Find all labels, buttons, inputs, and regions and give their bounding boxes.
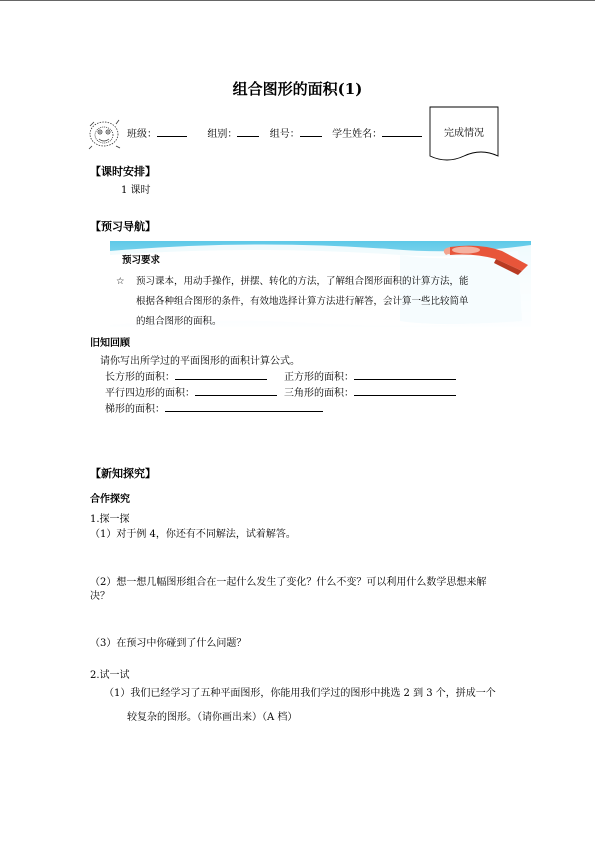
header-fields <box>127 125 422 140</box>
preview-line-2: 根据各种组合图形的条件，有效地选择计算方法进行解答，会计算一些比较简单 <box>136 296 469 307</box>
triangle-area-label: 三角形的面积： <box>284 388 354 399</box>
group-label: 组别： <box>207 129 238 140</box>
schedule-heading: 【课时安排】 <box>90 165 156 178</box>
explore-question-1: （1）对于例 4，你还有不同解法，试着解答。 <box>90 529 296 540</box>
preview-line-1: 预习课本，用动手操作，拼摆、转化的方法，了解组合图形面积的计算方法，能 <box>136 276 469 287</box>
schedule-value: 1 课时 <box>121 185 151 196</box>
mascot-icon <box>86 116 122 152</box>
triangle-area-row <box>284 384 456 399</box>
parallelogram-area-label: 平行四边形的面积： <box>105 388 195 399</box>
preview-line-3: 的组合图形的面积。 <box>136 316 222 327</box>
group-no-input-line[interactable] <box>300 126 322 137</box>
explore-item-1: 1.探一探 <box>90 514 130 525</box>
trapezoid-area-label: 梯形的面积： <box>105 404 165 415</box>
try-question-1-line-1: （1）我们已经学习了五种平面图形，你能用我们学过的图形中挑选 2 到 3 个，拼成一个 <box>104 688 496 699</box>
preview-banner <box>110 241 531 327</box>
try-question-1-line-2: 较复杂的图形。（请你画出来）（A 档） <box>127 712 298 723</box>
class-input-line[interactable] <box>157 126 187 137</box>
review-intro: 请你写出所学过的平面图形的面积计算公式。 <box>100 356 300 367</box>
explore-item-2: 2.试一试 <box>90 670 130 681</box>
explore-question-2-line-1: （2）想一想几幅图形组合在一起什么发生了变化？什么不变？可以利用什么数学思想来解 <box>90 577 487 588</box>
page-title: 组合图形的面积(1) <box>232 80 363 98</box>
explore-subheading: 合作探究 <box>90 494 130 505</box>
triangle-area-input-line[interactable] <box>354 385 456 396</box>
class-label: 班级： <box>127 129 157 140</box>
status-label: 完成情况 <box>444 128 484 139</box>
trapezoid-area-row <box>105 400 323 415</box>
square-area-input-line[interactable] <box>354 369 456 380</box>
preview-heading: 【预习导航】 <box>90 220 156 233</box>
star-icon: ☆ <box>116 276 125 287</box>
group-no-label: 组号： <box>269 129 300 140</box>
parallelogram-area-input-line[interactable] <box>195 385 277 396</box>
student-name-input-line[interactable] <box>382 126 422 137</box>
group-input-line[interactable] <box>237 126 259 137</box>
parallelogram-area-row <box>105 384 277 399</box>
completion-status-box <box>429 106 499 164</box>
explore-heading: 【新知探究】 <box>90 467 156 480</box>
rect-area-input-line[interactable] <box>175 369 267 380</box>
square-area-label: 正方形的面积： <box>284 372 354 383</box>
review-heading: 旧知回顾 <box>90 338 130 349</box>
rect-area-label: 长方形的面积： <box>105 372 175 383</box>
square-area-row <box>284 368 456 383</box>
explore-question-3: （3）在预习中你碰到了什么问题？ <box>90 638 247 649</box>
student-name-label: 学生姓名： <box>332 129 383 140</box>
rect-area-row <box>105 368 267 383</box>
banner-title: 预习要求 <box>122 255 161 266</box>
explore-question-2-line-2: 决？ <box>90 591 110 602</box>
trapezoid-area-input-line[interactable] <box>165 401 323 412</box>
page-top-border <box>0 0 595 1</box>
